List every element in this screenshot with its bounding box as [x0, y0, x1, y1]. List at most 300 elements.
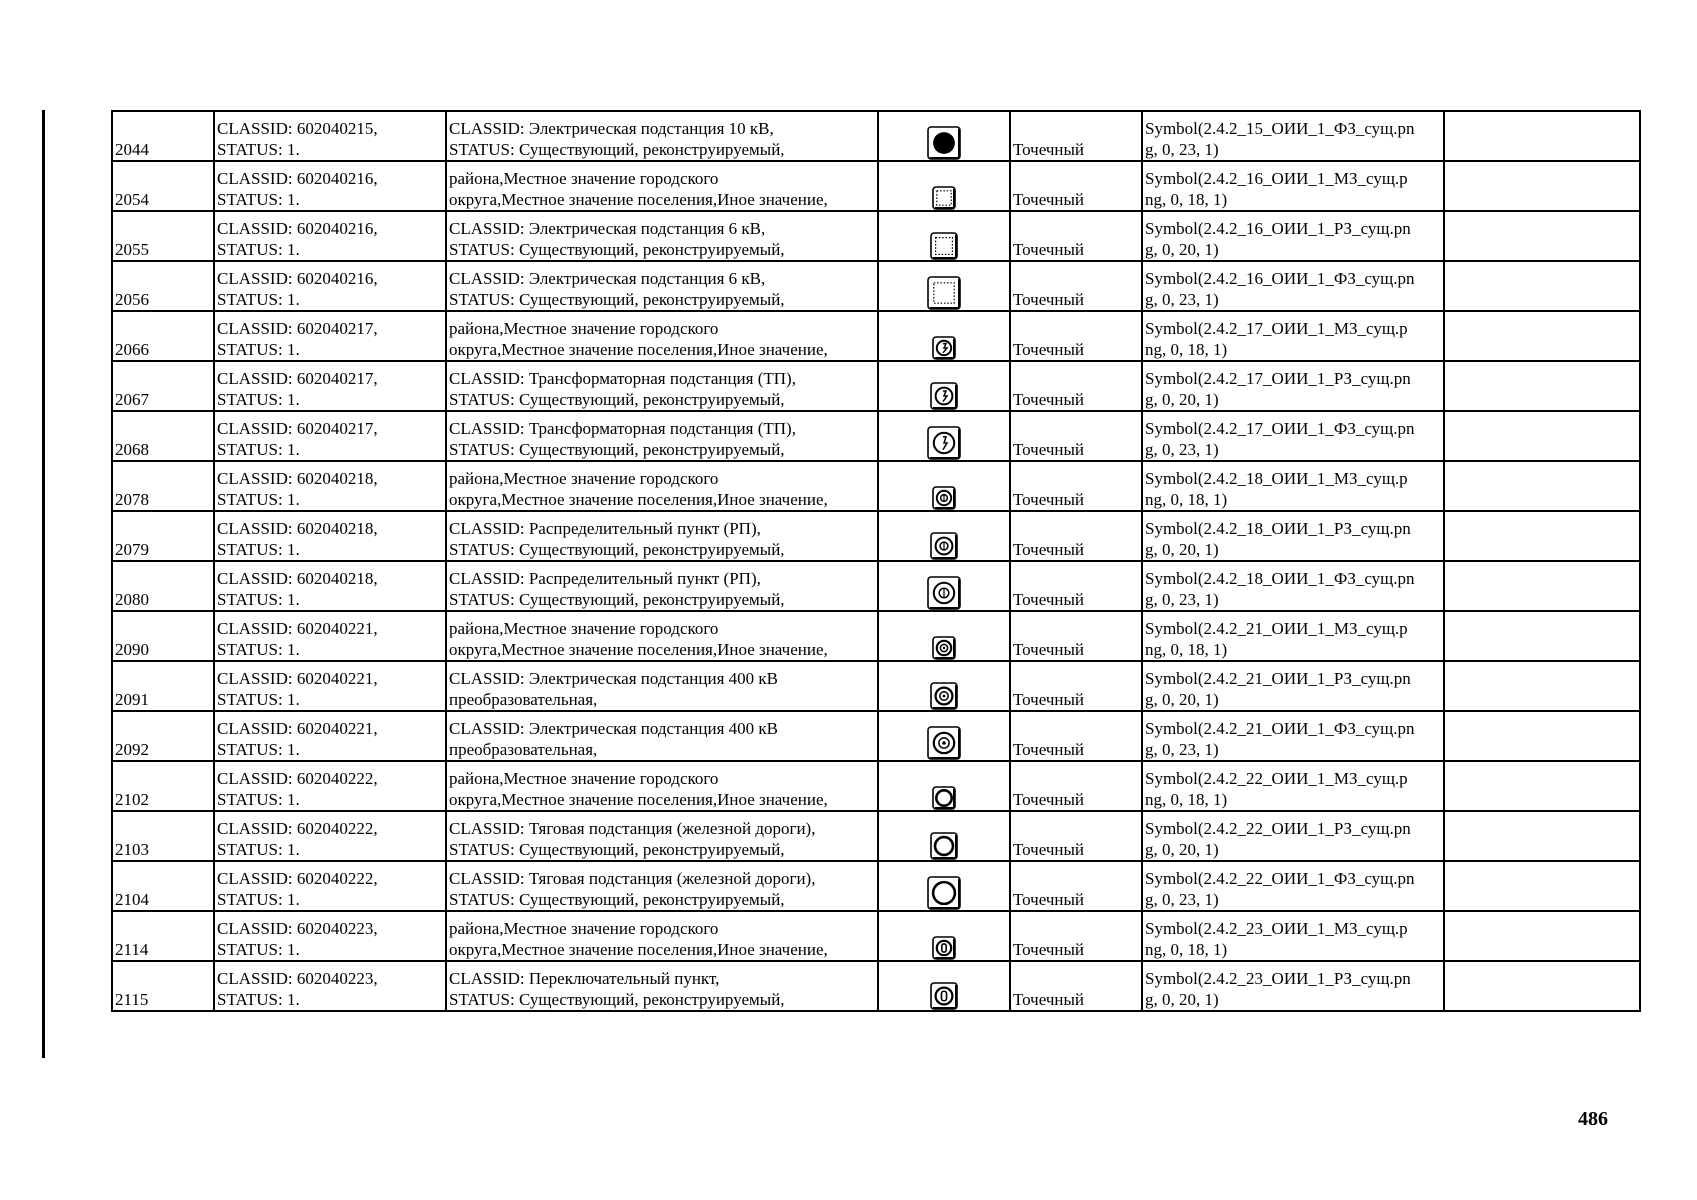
symbol-definition-line-1: Symbol(2.4.2_23_ОИИ_1_МЗ_сущ.p [1145, 919, 1408, 938]
status-line: STATUS: 1. [217, 540, 300, 559]
empty-cell [1444, 211, 1640, 261]
description-cell [446, 661, 878, 711]
symbol-definition-line-2: ng, 0, 18, 1) [1145, 490, 1228, 509]
switching-point-medium-icon [930, 985, 958, 1004]
description-line-1: CLASSID: Тяговая подстанция (железной дороги), [449, 869, 816, 888]
substation-filled-large-icon [927, 132, 961, 151]
object-code: 2092 [115, 740, 149, 759]
class-cell [214, 511, 446, 561]
object-code-cell [112, 361, 214, 411]
geometry-type-cell [1010, 511, 1142, 561]
symbol-definition-line-1: Symbol(2.4.2_21_ОИИ_1_ФЗ_сущ.pn [1145, 719, 1415, 738]
geometry-type-cell [1010, 861, 1142, 911]
transformer-medium-icon [930, 385, 958, 404]
empty-cell [1444, 161, 1640, 211]
empty-cell [1444, 311, 1640, 361]
empty-cell [1444, 111, 1640, 161]
description-line-2: STATUS: Существующий, реконструируемый, [449, 990, 785, 1009]
description-cell [446, 911, 878, 961]
classid-line: CLASSID: 602040218, [217, 519, 378, 538]
geometry-type-cell [1010, 311, 1142, 361]
class-cell [214, 261, 446, 311]
geometry-type-cell [1010, 611, 1142, 661]
description-cell [446, 511, 878, 561]
object-code: 2080 [115, 590, 149, 609]
description-line-1: CLASSID: Тяговая подстанция (железной дороги), [449, 819, 816, 838]
classid-line: CLASSID: 602040216, [217, 219, 378, 238]
symbol-table-body [112, 111, 1640, 1011]
table-row [112, 911, 1640, 961]
description-line-2: STATUS: Существующий, реконструируемый, [449, 240, 785, 259]
geometry-type: Точечный [1013, 790, 1085, 809]
description-line-1: CLASSID: Электрическая подстанция 6 кВ, [449, 269, 766, 288]
description-line-1: CLASSID: Электрическая подстанция 6 кВ, [449, 219, 766, 238]
table-row [112, 811, 1640, 861]
symbol-definition-cell [1142, 961, 1444, 1011]
geometry-type: Точечный [1013, 140, 1085, 159]
empty-cell [1444, 411, 1640, 461]
status-line: STATUS: 1. [217, 140, 300, 159]
empty-cell [1444, 561, 1640, 611]
geometry-type-cell [1010, 761, 1142, 811]
description-cell [446, 311, 878, 361]
object-code: 2067 [115, 390, 149, 409]
classid-line: CLASSID: 602040218, [217, 469, 378, 488]
status-line: STATUS: 1. [217, 490, 300, 509]
table-row [112, 361, 1640, 411]
traction-substation-medium-icon [930, 835, 958, 854]
object-code-cell [112, 211, 214, 261]
geometry-type-cell [1010, 661, 1142, 711]
description-cell [446, 361, 878, 411]
object-code: 2079 [115, 540, 149, 559]
class-cell [214, 361, 446, 411]
classid-line: CLASSID: 602040216, [217, 169, 378, 188]
object-code: 2115 [115, 990, 149, 1009]
symbol-definition-cell [1142, 361, 1444, 411]
classid-line: CLASSID: 602040217, [217, 319, 378, 338]
symbol-definition-cell [1142, 461, 1444, 511]
symbol-definition-cell [1142, 111, 1444, 161]
table-row [112, 661, 1640, 711]
symbol-icon-cell [878, 561, 1010, 611]
object-code: 2055 [115, 240, 149, 259]
symbol-icon-cell [878, 711, 1010, 761]
distribution-point-large-icon [927, 582, 961, 601]
symbol-definition-line-1: Symbol(2.4.2_22_ОИИ_1_РЗ_сущ.pn [1145, 819, 1411, 838]
object-code-cell [112, 961, 214, 1011]
symbol-definition-cell [1142, 661, 1444, 711]
class-cell [214, 861, 446, 911]
object-code: 2066 [115, 340, 149, 359]
status-line: STATUS: 1. [217, 890, 300, 909]
traction-substation-large-icon [927, 882, 961, 901]
symbol-table [111, 110, 1641, 1012]
symbol-definition-line-1: Symbol(2.4.2_15_ОИИ_1_ФЗ_сущ.pn [1145, 119, 1415, 138]
symbol-icon-cell [878, 261, 1010, 311]
class-cell [214, 311, 446, 361]
classid-line: CLASSID: 602040223, [217, 919, 378, 938]
object-code: 2044 [115, 140, 149, 159]
description-line-2: округа,Местное значение поселения,Иное значение, [449, 490, 828, 509]
converter-substation-medium-icon [930, 685, 958, 704]
description-line-2: STATUS: Существующий, реконструируемый, [449, 590, 785, 609]
description-line-2: преобразовательная, [449, 690, 598, 709]
class-cell [214, 411, 446, 461]
symbol-definition-line-2: g, 0, 23, 1) [1145, 740, 1219, 759]
geometry-type: Точечный [1013, 640, 1085, 659]
table-row [112, 711, 1640, 761]
description-line-1: CLASSID: Распределительный пункт (РП), [449, 569, 761, 588]
symbol-definition-cell [1142, 561, 1444, 611]
symbol-definition-line-1: Symbol(2.4.2_23_ОИИ_1_РЗ_сущ.pn [1145, 969, 1411, 988]
class-cell [214, 911, 446, 961]
symbol-definition-cell [1142, 511, 1444, 561]
symbol-icon-cell [878, 761, 1010, 811]
transformer-small-icon [932, 337, 956, 356]
object-code-cell [112, 711, 214, 761]
geometry-type-cell [1010, 961, 1142, 1011]
status-line: STATUS: 1. [217, 240, 300, 259]
symbol-icon-cell [878, 111, 1010, 161]
distribution-point-medium-icon [930, 535, 958, 554]
switching-point-small-icon [932, 937, 956, 956]
description-cell [446, 861, 878, 911]
classid-line: CLASSID: 602040222, [217, 869, 378, 888]
symbol-definition-line-1: Symbol(2.4.2_17_ОИИ_1_РЗ_сущ.pn [1145, 369, 1411, 388]
geometry-type: Точечный [1013, 440, 1085, 459]
description-line-1: района,Местное значение городского [449, 919, 719, 938]
object-code-cell [112, 561, 214, 611]
symbol-definition-line-2: g, 0, 23, 1) [1145, 890, 1219, 909]
symbol-definition-cell [1142, 761, 1444, 811]
substation-dotted-small-icon [932, 187, 956, 206]
geometry-type: Точечный [1013, 540, 1085, 559]
status-line: STATUS: 1. [217, 340, 300, 359]
object-code-cell [112, 261, 214, 311]
description-line-2: STATUS: Существующий, реконструируемый, [449, 840, 785, 859]
symbol-definition-cell [1142, 611, 1444, 661]
class-cell [214, 661, 446, 711]
symbol-definition-line-2: g, 0, 20, 1) [1145, 990, 1219, 1009]
symbol-icon-cell [878, 361, 1010, 411]
geometry-type-cell [1010, 711, 1142, 761]
geometry-type: Точечный [1013, 190, 1085, 209]
object-code: 2102 [115, 790, 149, 809]
table-row [112, 561, 1640, 611]
classid-line: CLASSID: 602040217, [217, 419, 378, 438]
description-cell [446, 711, 878, 761]
status-line: STATUS: 1. [217, 990, 300, 1009]
substation-dotted-medium-icon [930, 235, 958, 254]
symbol-definition-line-2: ng, 0, 18, 1) [1145, 790, 1228, 809]
symbol-definition-line-2: g, 0, 20, 1) [1145, 240, 1219, 259]
empty-cell [1444, 511, 1640, 561]
description-line-1: CLASSID: Трансформаторная подстанция (ТП), [449, 419, 796, 438]
symbol-definition-line-2: g, 0, 20, 1) [1145, 690, 1219, 709]
symbol-definition-line-2: g, 0, 23, 1) [1145, 140, 1219, 159]
status-line: STATUS: 1. [217, 640, 300, 659]
symbol-icon-cell [878, 511, 1010, 561]
symbol-icon-cell [878, 911, 1010, 961]
class-cell [214, 461, 446, 511]
symbol-icon-cell [878, 461, 1010, 511]
symbol-icon-cell [878, 611, 1010, 661]
empty-cell [1444, 761, 1640, 811]
geometry-type: Точечный [1013, 940, 1085, 959]
symbol-definition-line-2: ng, 0, 18, 1) [1145, 640, 1228, 659]
status-line: STATUS: 1. [217, 290, 300, 309]
symbol-icon-cell [878, 211, 1010, 261]
empty-cell [1444, 461, 1640, 511]
table-row [112, 961, 1640, 1011]
table-row [112, 411, 1640, 461]
classid-line: CLASSID: 602040222, [217, 769, 378, 788]
description-line-2: STATUS: Существующий, реконструируемый, [449, 440, 785, 459]
symbol-definition-line-1: Symbol(2.4.2_17_ОИИ_1_МЗ_сущ.p [1145, 319, 1408, 338]
classid-line: CLASSID: 602040216, [217, 269, 378, 288]
symbol-definition-line-2: g, 0, 23, 1) [1145, 440, 1219, 459]
symbol-definition-line-1: Symbol(2.4.2_18_ОИИ_1_РЗ_сущ.pn [1145, 519, 1411, 538]
description-line-2: STATUS: Существующий, реконструируемый, [449, 390, 785, 409]
symbol-definition-line-1: Symbol(2.4.2_21_ОИИ_1_МЗ_сущ.p [1145, 619, 1408, 638]
geometry-type: Точечный [1013, 740, 1085, 759]
description-cell [446, 261, 878, 311]
object-code-cell [112, 511, 214, 561]
description-line-1: района,Местное значение городского [449, 469, 719, 488]
description-cell [446, 111, 878, 161]
empty-cell [1444, 611, 1640, 661]
table-row [112, 261, 1640, 311]
empty-cell [1444, 961, 1640, 1011]
geometry-type-cell [1010, 911, 1142, 961]
object-code-cell [112, 661, 214, 711]
geometry-type-cell [1010, 111, 1142, 161]
classid-line: CLASSID: 602040218, [217, 569, 378, 588]
status-line: STATUS: 1. [217, 940, 300, 959]
object-code-cell [112, 461, 214, 511]
symbol-definition-line-2: g, 0, 23, 1) [1145, 290, 1219, 309]
geometry-type: Точечный [1013, 340, 1085, 359]
empty-cell [1444, 861, 1640, 911]
class-cell [214, 811, 446, 861]
table-row [112, 161, 1640, 211]
status-line: STATUS: 1. [217, 690, 300, 709]
symbol-definition-cell [1142, 811, 1444, 861]
empty-cell [1444, 811, 1640, 861]
description-line-2: STATUS: Существующий, реконструируемый, [449, 540, 785, 559]
geometry-type: Точечный [1013, 840, 1085, 859]
symbol-definition-line-1: Symbol(2.4.2_17_ОИИ_1_ФЗ_сущ.pn [1145, 419, 1415, 438]
classid-line: CLASSID: 602040215, [217, 119, 378, 138]
object-code-cell [112, 861, 214, 911]
geometry-type: Точечный [1013, 490, 1085, 509]
status-line: STATUS: 1. [217, 390, 300, 409]
geometry-type-cell [1010, 361, 1142, 411]
class-cell [214, 561, 446, 611]
distribution-point-small-icon [932, 487, 956, 506]
symbol-definition-cell [1142, 161, 1444, 211]
empty-cell [1444, 361, 1640, 411]
object-code: 2090 [115, 640, 149, 659]
traction-substation-small-icon [932, 787, 956, 806]
symbol-icon-cell [878, 861, 1010, 911]
table-row [112, 611, 1640, 661]
object-code: 2091 [115, 690, 149, 709]
symbol-definition-line-1: Symbol(2.4.2_18_ОИИ_1_ФЗ_сущ.pn [1145, 569, 1415, 588]
symbol-definition-cell [1142, 861, 1444, 911]
symbol-definition-line-2: g, 0, 23, 1) [1145, 590, 1219, 609]
description-line-2: STATUS: Существующий, реконструируемый, [449, 890, 785, 909]
description-line-1: района,Местное значение городского [449, 169, 719, 188]
object-code-cell [112, 761, 214, 811]
table-row [112, 111, 1640, 161]
classid-line: CLASSID: 602040223, [217, 969, 378, 988]
symbol-definition-line-2: ng, 0, 18, 1) [1145, 340, 1228, 359]
geometry-type: Точечный [1013, 890, 1085, 909]
object-code: 2056 [115, 290, 149, 309]
description-cell [446, 761, 878, 811]
description-line-2: округа,Местное значение поселения,Иное значение, [449, 790, 828, 809]
symbol-definition-cell [1142, 211, 1444, 261]
geometry-type-cell [1010, 561, 1142, 611]
geometry-type-cell [1010, 811, 1142, 861]
description-line-2: округа,Местное значение поселения,Иное значение, [449, 940, 828, 959]
table-row [112, 311, 1640, 361]
symbol-icon-cell [878, 811, 1010, 861]
description-cell [446, 461, 878, 511]
description-line-2: округа,Местное значение поселения,Иное значение, [449, 340, 828, 359]
classid-line: CLASSID: 602040222, [217, 819, 378, 838]
transformer-large-icon [927, 432, 961, 451]
object-code: 2103 [115, 840, 149, 859]
class-cell [214, 961, 446, 1011]
table-row [112, 211, 1640, 261]
object-code: 2114 [115, 940, 149, 959]
status-line: STATUS: 1. [217, 590, 300, 609]
description-line-1: CLASSID: Электрическая подстанция 400 кВ [449, 719, 778, 738]
geometry-type: Точечный [1013, 990, 1085, 1009]
description-line-1: района,Местное значение городского [449, 769, 719, 788]
status-line: STATUS: 1. [217, 740, 300, 759]
geometry-type-cell [1010, 461, 1142, 511]
object-code-cell [112, 111, 214, 161]
converter-substation-small-icon [932, 637, 956, 656]
symbol-icon-cell [878, 161, 1010, 211]
classid-line: CLASSID: 602040221, [217, 719, 378, 738]
description-cell [446, 961, 878, 1011]
class-cell [214, 161, 446, 211]
object-code: 2054 [115, 190, 149, 209]
description-line-1: CLASSID: Трансформаторная подстанция (ТП), [449, 369, 796, 388]
classid-line: CLASSID: 602040217, [217, 369, 378, 388]
page-number: 486 [1578, 1108, 1608, 1130]
symbol-definition-line-2: ng, 0, 18, 1) [1145, 940, 1228, 959]
description-line-2: округа,Местное значение поселения,Иное значение, [449, 190, 828, 209]
class-cell [214, 611, 446, 661]
geometry-type: Точечный [1013, 690, 1085, 709]
description-line-2: округа,Местное значение поселения,Иное значение, [449, 640, 828, 659]
description-cell [446, 161, 878, 211]
object-code-cell [112, 311, 214, 361]
class-cell [214, 711, 446, 761]
geometry-type: Точечный [1013, 390, 1085, 409]
classid-line: CLASSID: 602040221, [217, 619, 378, 638]
symbol-definition-cell [1142, 411, 1444, 461]
empty-cell [1444, 661, 1640, 711]
table-row [112, 761, 1640, 811]
table-row [112, 511, 1640, 561]
symbol-definition-line-1: Symbol(2.4.2_18_ОИИ_1_МЗ_сущ.p [1145, 469, 1408, 488]
description-cell [446, 411, 878, 461]
geometry-type: Точечный [1013, 290, 1085, 309]
symbol-definition-line-1: Symbol(2.4.2_21_ОИИ_1_РЗ_сущ.pn [1145, 669, 1411, 688]
object-code-cell [112, 161, 214, 211]
symbol-definition-line-1: Symbol(2.4.2_22_ОИИ_1_МЗ_сущ.p [1145, 769, 1408, 788]
symbol-definition-line-1: Symbol(2.4.2_16_ОИИ_1_ФЗ_сущ.pn [1145, 269, 1415, 288]
converter-substation-large-icon [927, 732, 961, 751]
symbol-definition-line-2: g, 0, 20, 1) [1145, 390, 1219, 409]
symbol-icon-cell [878, 661, 1010, 711]
description-line-2: STATUS: Существующий, реконструируемый, [449, 290, 785, 309]
description-line-1: CLASSID: Электрическая подстанция 10 кВ, [449, 119, 774, 138]
symbol-definition-line-2: ng, 0, 18, 1) [1145, 190, 1228, 209]
object-code-cell [112, 911, 214, 961]
description-line-2: STATUS: Существующий, реконструируемый, [449, 140, 785, 159]
class-cell [214, 111, 446, 161]
object-code-cell [112, 411, 214, 461]
geometry-type: Точечный [1013, 240, 1085, 259]
description-line-2: преобразовательная, [449, 740, 598, 759]
symbol-definition-cell [1142, 311, 1444, 361]
table-row [112, 861, 1640, 911]
geometry-type-cell [1010, 211, 1142, 261]
symbol-definition-line-2: g, 0, 20, 1) [1145, 540, 1219, 559]
description-cell [446, 611, 878, 661]
class-cell [214, 761, 446, 811]
geometry-type-cell [1010, 261, 1142, 311]
substation-dotted-large-icon [927, 282, 961, 301]
geometry-type-cell [1010, 411, 1142, 461]
symbol-icon-cell [878, 961, 1010, 1011]
geometry-type-cell [1010, 161, 1142, 211]
left-margin-line [42, 110, 45, 1058]
status-line: STATUS: 1. [217, 790, 300, 809]
description-cell [446, 211, 878, 261]
description-line-1: района,Местное значение городского [449, 319, 719, 338]
symbol-definition-cell [1142, 261, 1444, 311]
status-line: STATUS: 1. [217, 840, 300, 859]
empty-cell [1444, 261, 1640, 311]
description-line-1: CLASSID: Распределительный пункт (РП), [449, 519, 761, 538]
object-code: 2068 [115, 440, 149, 459]
description-line-1: CLASSID: Переключательный пункт, [449, 969, 720, 988]
description-cell [446, 561, 878, 611]
symbol-definition-line-1: Symbol(2.4.2_16_ОИИ_1_МЗ_сущ.p [1145, 169, 1408, 188]
description-line-1: CLASSID: Электрическая подстанция 400 кВ [449, 669, 778, 688]
symbol-definition-cell [1142, 911, 1444, 961]
empty-cell [1444, 711, 1640, 761]
status-line: STATUS: 1. [217, 440, 300, 459]
symbol-definition-line-2: g, 0, 20, 1) [1145, 840, 1219, 859]
symbol-icon-cell [878, 311, 1010, 361]
object-code-cell [112, 811, 214, 861]
description-line-1: района,Местное значение городского [449, 619, 719, 638]
class-cell [214, 211, 446, 261]
symbol-definition-cell [1142, 711, 1444, 761]
symbol-definition-line-1: Symbol(2.4.2_22_ОИИ_1_ФЗ_сущ.pn [1145, 869, 1415, 888]
classid-line: CLASSID: 602040221, [217, 669, 378, 688]
